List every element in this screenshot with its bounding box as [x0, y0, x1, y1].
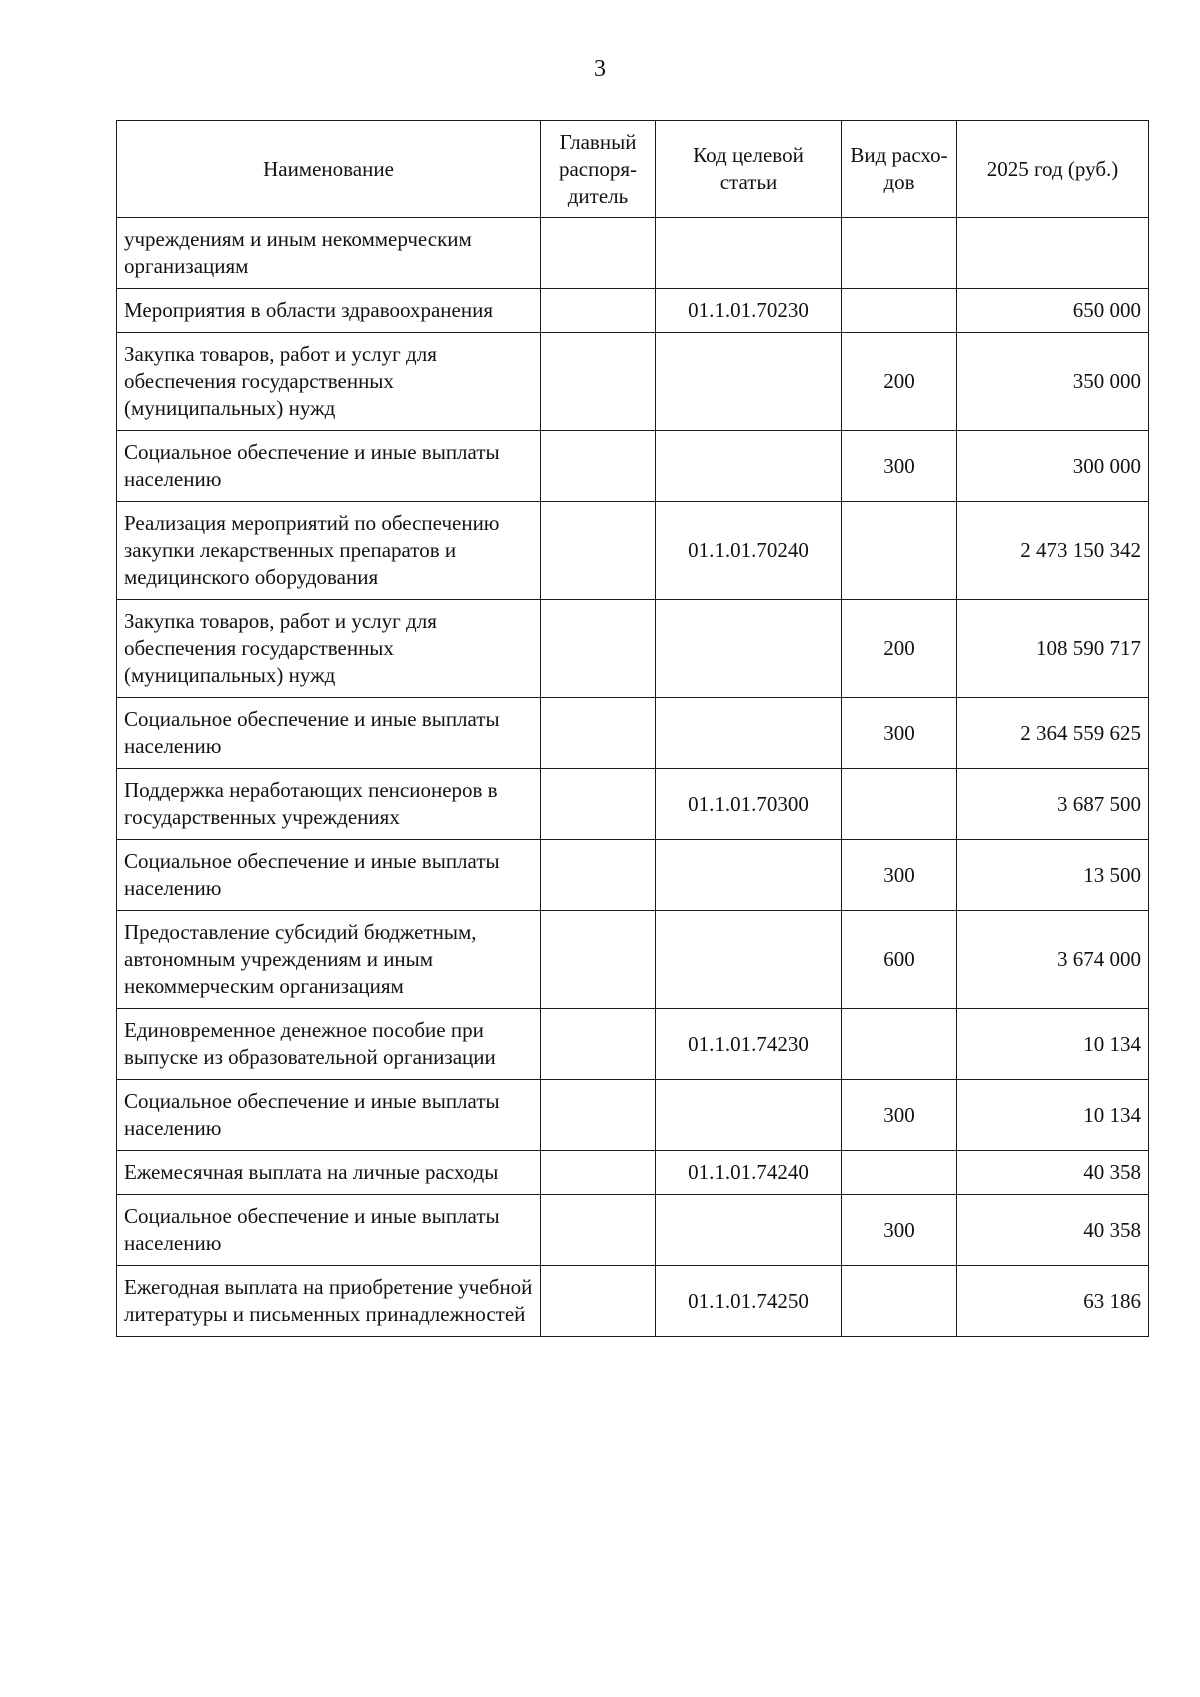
cell-expense-type: 300: [842, 698, 957, 769]
cell-main-manager: [541, 769, 656, 840]
cell-name: Социальное обеспечение и иные выплаты населению: [117, 840, 541, 911]
cell-name: Закупка товаров, работ и услуг для обеспечения государственных (муниципальных) нужд: [117, 333, 541, 431]
cell-expense-type: [842, 1266, 957, 1337]
cell-expense-type: 300: [842, 1080, 957, 1151]
cell-target-code: 01.1.01.70300: [656, 769, 842, 840]
cell-target-code: 01.1.01.74250: [656, 1266, 842, 1337]
header-year-amount: 2025 год (руб.): [957, 121, 1149, 218]
cell-target-code: [656, 1195, 842, 1266]
table-row: [117, 333, 1149, 431]
table-body: [117, 218, 1149, 1337]
cell-name: Ежегодная выплата на приобретение учебной литературы и письменных принадлежностей: [117, 1266, 541, 1337]
cell-target-code: 01.1.01.70230: [656, 289, 842, 333]
cell-main-manager: [541, 911, 656, 1009]
table-row: [117, 431, 1149, 502]
cell-target-code: [656, 840, 842, 911]
cell-main-manager: [541, 502, 656, 600]
cell-expense-type: 600: [842, 911, 957, 1009]
cell-amount: 10 134: [957, 1009, 1149, 1080]
cell-name: Социальное обеспечение и иные выплаты населению: [117, 698, 541, 769]
cell-main-manager: [541, 333, 656, 431]
cell-main-manager: [541, 1080, 656, 1151]
cell-target-code: [656, 911, 842, 1009]
cell-name: Реализация мероприятий по обеспечению закупки лекарственных препаратов и медицинского оборудования: [117, 502, 541, 600]
cell-amount: 2 473 150 342: [957, 502, 1149, 600]
cell-expense-type: [842, 1009, 957, 1080]
cell-amount: 13 500: [957, 840, 1149, 911]
cell-target-code: [656, 218, 842, 289]
cell-main-manager: [541, 218, 656, 289]
cell-target-code: [656, 1080, 842, 1151]
cell-target-code: 01.1.01.74240: [656, 1151, 842, 1195]
cell-name: Социальное обеспечение и иные выплаты населению: [117, 1080, 541, 1151]
cell-main-manager: [541, 1151, 656, 1195]
cell-target-code: 01.1.01.70240: [656, 502, 842, 600]
cell-name: Социальное обеспечение и иные выплаты населению: [117, 1195, 541, 1266]
page-number: 3: [594, 56, 606, 82]
cell-expense-type: 200: [842, 600, 957, 698]
table-row: [117, 600, 1149, 698]
cell-main-manager: [541, 289, 656, 333]
cell-expense-type: [842, 502, 957, 600]
cell-amount: 300 000: [957, 431, 1149, 502]
table-row: [117, 218, 1149, 289]
cell-target-code: [656, 333, 842, 431]
cell-amount: [957, 218, 1149, 289]
table-row: [117, 1195, 1149, 1266]
cell-main-manager: [541, 1009, 656, 1080]
table-row: [117, 289, 1149, 333]
cell-target-code: 01.1.01.74230: [656, 1009, 842, 1080]
cell-main-manager: [541, 600, 656, 698]
cell-expense-type: 200: [842, 333, 957, 431]
cell-expense-type: [842, 1151, 957, 1195]
cell-target-code: [656, 600, 842, 698]
table-header: [117, 121, 1149, 218]
cell-expense-type: [842, 769, 957, 840]
cell-target-code: [656, 431, 842, 502]
cell-expense-type: 300: [842, 840, 957, 911]
cell-amount: 3 674 000: [957, 911, 1149, 1009]
cell-amount: 63 186: [957, 1266, 1149, 1337]
cell-amount: 3 687 500: [957, 769, 1149, 840]
table-row: [117, 1080, 1149, 1151]
cell-expense-type: [842, 289, 957, 333]
cell-amount: 10 134: [957, 1080, 1149, 1151]
table-row: [117, 1009, 1149, 1080]
table-row: [117, 1266, 1149, 1337]
cell-main-manager: [541, 1195, 656, 1266]
cell-amount: 350 000: [957, 333, 1149, 431]
cell-amount: 40 358: [957, 1151, 1149, 1195]
cell-amount: 40 358: [957, 1195, 1149, 1266]
cell-name: Социальное обеспечение и иные выплаты населению: [117, 431, 541, 502]
cell-name: Мероприятия в области здравоохранения: [117, 289, 541, 333]
header-expense-type: Вид расхо-дов: [842, 121, 957, 218]
cell-amount: 108 590 717: [957, 600, 1149, 698]
cell-target-code: [656, 698, 842, 769]
cell-name: Единовременное денежное пособие при выпуске из образовательной организации: [117, 1009, 541, 1080]
cell-name: Предоставление субсидий бюджетным, автономным учреждениям и иным некоммерческим организациям: [117, 911, 541, 1009]
table-row: [117, 840, 1149, 911]
cell-name: Закупка товаров, работ и услуг для обеспечения государственных (муниципальных) нужд: [117, 600, 541, 698]
table-row: [117, 911, 1149, 1009]
budget-table: [116, 120, 1149, 1337]
cell-amount: 2 364 559 625: [957, 698, 1149, 769]
table-row: [117, 769, 1149, 840]
cell-main-manager: [541, 840, 656, 911]
cell-main-manager: [541, 1266, 656, 1337]
header-target-code: Код целевой статьи: [656, 121, 842, 218]
cell-main-manager: [541, 698, 656, 769]
cell-name: Поддержка неработающих пенсионеров в государственных учреждениях: [117, 769, 541, 840]
header-row: [117, 121, 1149, 218]
cell-expense-type: 300: [842, 1195, 957, 1266]
cell-expense-type: 300: [842, 431, 957, 502]
table-row: [117, 1151, 1149, 1195]
header-name: Наименование: [117, 121, 541, 218]
cell-amount: 650 000: [957, 289, 1149, 333]
cell-name: учреждениям и иным некоммерческим организациям: [117, 218, 541, 289]
cell-main-manager: [541, 431, 656, 502]
cell-expense-type: [842, 218, 957, 289]
cell-name: Ежемесячная выплата на личные расходы: [117, 1151, 541, 1195]
table-row: [117, 502, 1149, 600]
table-row: [117, 698, 1149, 769]
header-main-manager: Главный распоря-дитель: [541, 121, 656, 218]
